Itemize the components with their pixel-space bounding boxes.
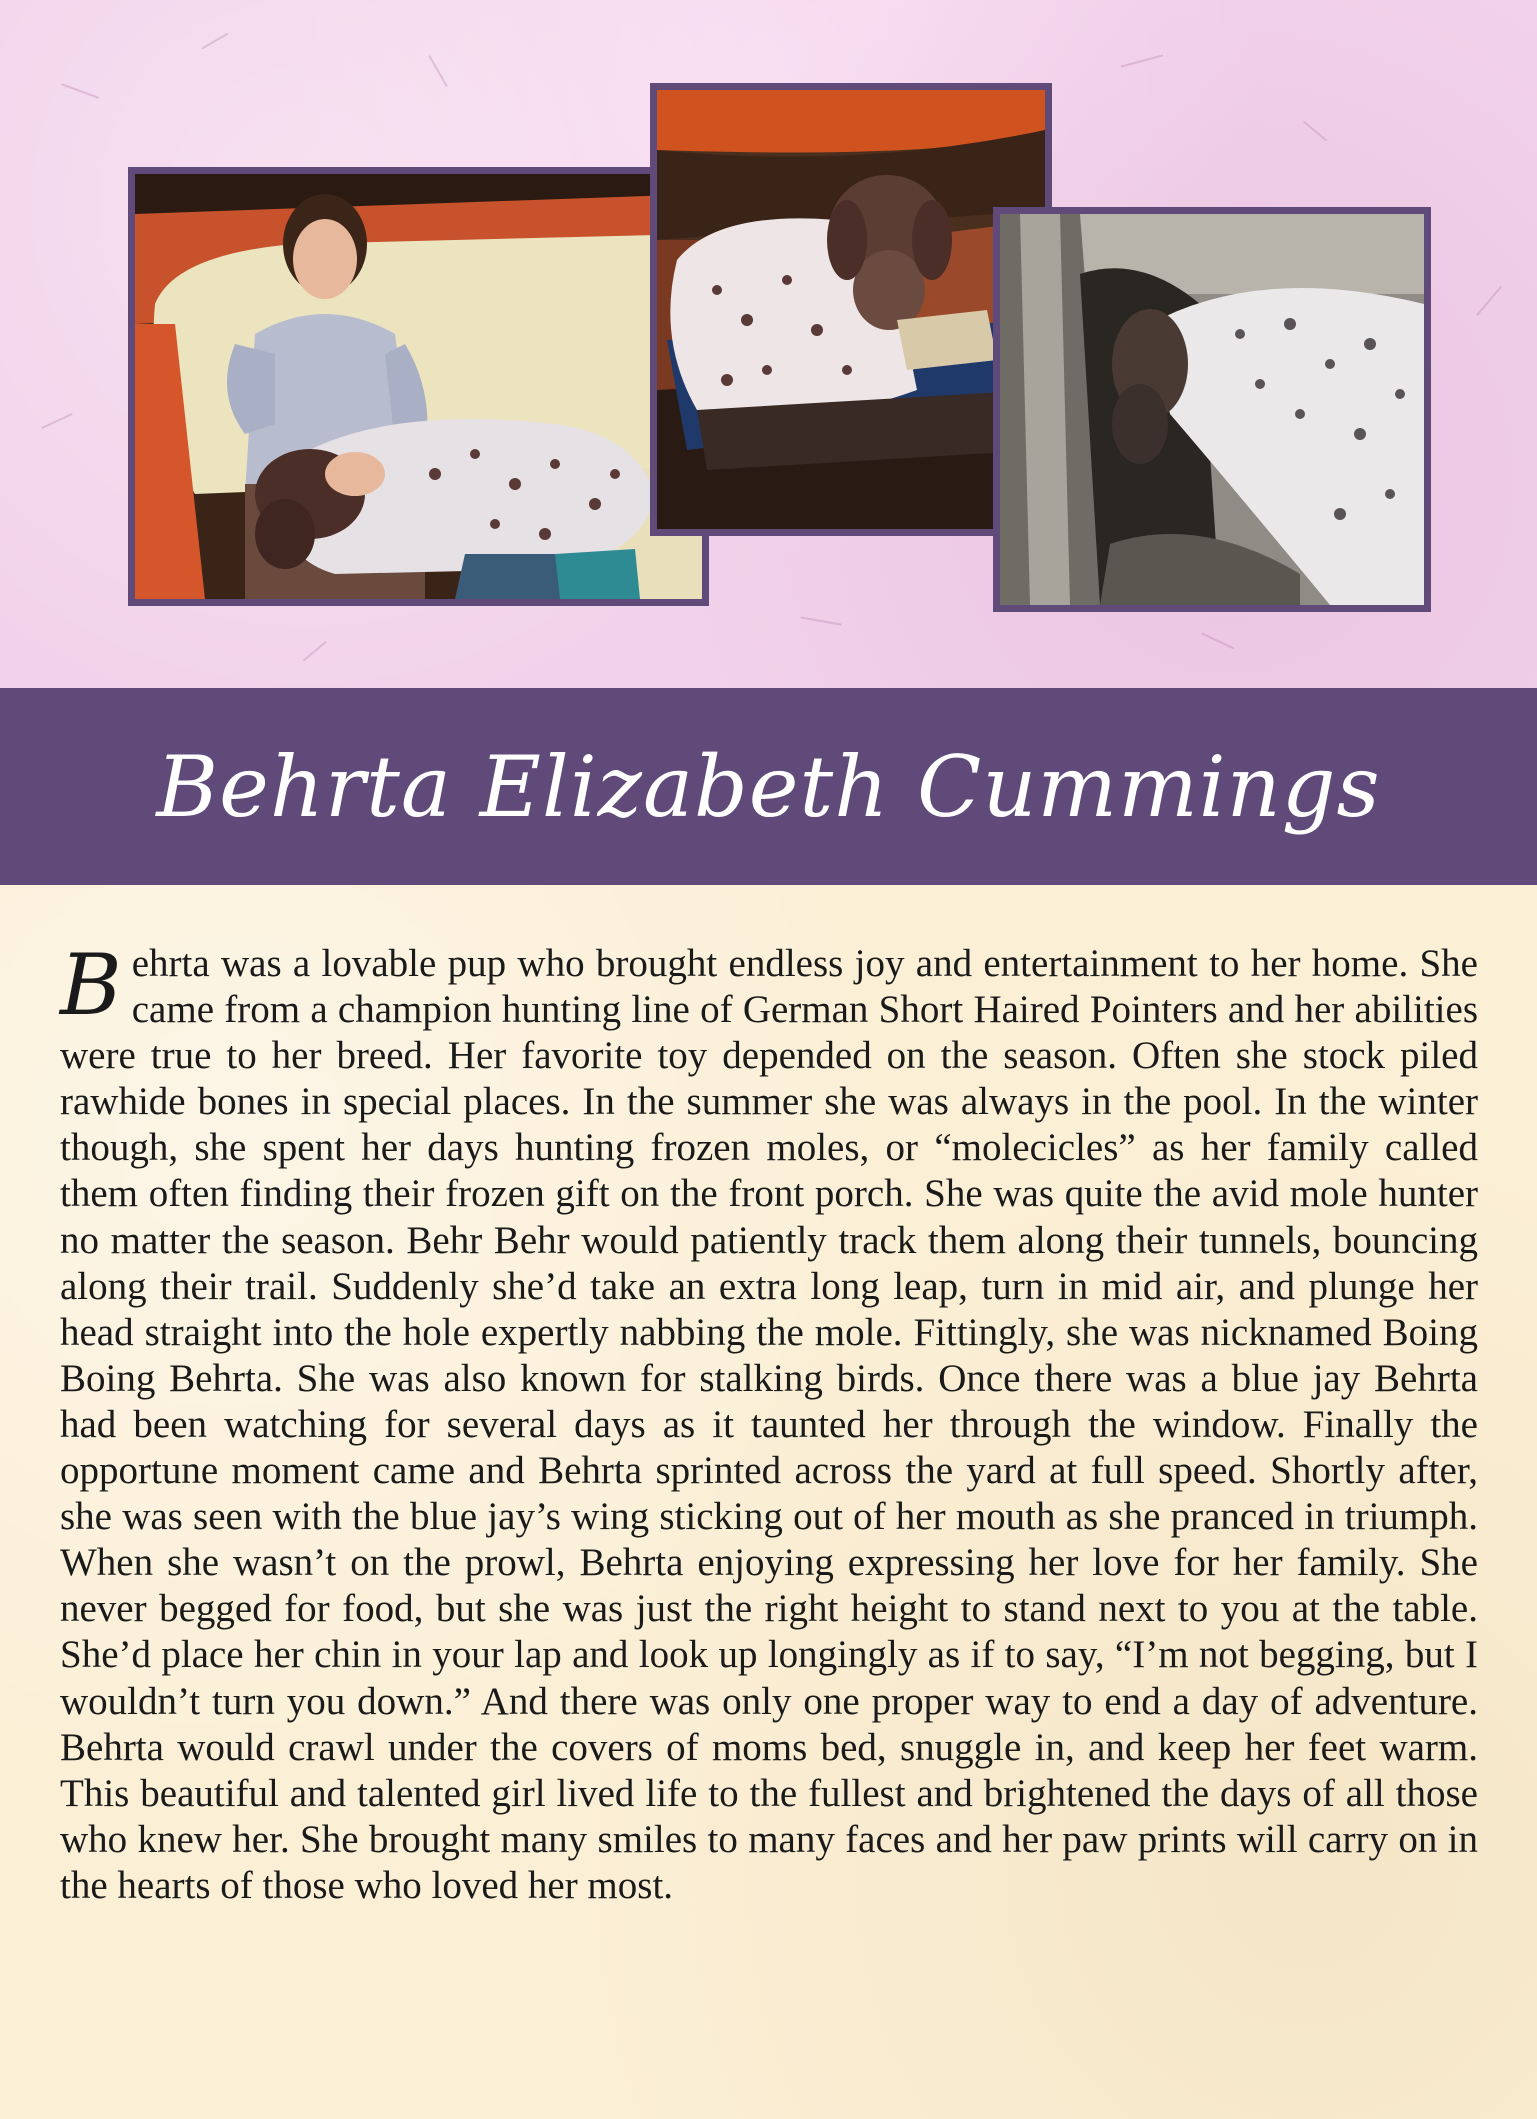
paper-fiber xyxy=(1303,121,1327,142)
paper-fiber xyxy=(202,33,229,50)
photo-dog-in-bed xyxy=(650,83,1052,536)
title-banner xyxy=(0,688,1537,885)
photo-dog-in-bed-image xyxy=(657,90,1045,529)
page-title: Behrta Elizabeth Cummings xyxy=(156,737,1381,836)
photo-girl-with-dog xyxy=(128,167,709,606)
paper-fiber xyxy=(1476,286,1502,316)
paper-fiber xyxy=(61,83,99,99)
photo-dog-hunting xyxy=(993,207,1431,612)
paper-fiber xyxy=(41,413,73,429)
photo-dog-hunting-image xyxy=(1000,214,1424,605)
story-paragraph xyxy=(60,936,1478,1909)
paper-fiber xyxy=(800,616,842,625)
story-section xyxy=(0,885,1537,2119)
paper-fiber xyxy=(428,55,448,87)
paper-fiber xyxy=(303,641,327,662)
photo-girl-with-dog-image xyxy=(135,174,702,599)
story-text: ehrta was a lovable pup who brought endless joy and entertainment to her home. She came from a champion hunting line of German Short Haired Pointers and her abilities were true to her breed. Her favorite toy depended on the season. Often she stock piled rawhide bones in special places. In the summer she was always in the pool. In the winter though, she spent her days hunting frozen moles, or “molecicles” as her family called them often finding their frozen gift on the front porch. She was quite the avid mole hunter no matter the season. Behr Behr would patiently track them along their tunnels, bouncing along their trail. Suddenly she’d take an extra long leap, turn in mid air, and plunge her head straight into the hole expertly nabbing the mole. Fittingly, she was nicknamed Boing Boing Behrta. She was also known for stalking birds. Once there was a blue jay Behrta had been watching for several days as it taunted her through the window. Finally the opportune moment came and Behrta sprinted across the yard at full speed. Shortly after, she was seen with the blue jay’s wing sticking out of her mouth as she pranced in triumph. When she wasn’t on the prowl, Behrta enjoying expressing her love for her family. She never begged for food, but she was just the right height to stand next to you at the table. She’d place her chin in your lap and look up longingly as if to say, “I’m not begging, but I wouldn’t turn you down.” And there was only one proper way to end a day of adventure. Behrta would crawl under the covers of moms bed, snuggle in, and keep her feet warm. This beautiful and talented girl lived life to the fullest and brightened the days of all those who knew her. She brought many smiles to many faces and her paw prints will carry on in the hearts of those who loved her most. xyxy=(60,942,1478,1907)
paper-fiber xyxy=(1201,632,1234,649)
drop-cap: B xyxy=(60,936,122,1034)
photo-collage-area xyxy=(0,0,1537,688)
paper-fiber xyxy=(1120,54,1163,67)
